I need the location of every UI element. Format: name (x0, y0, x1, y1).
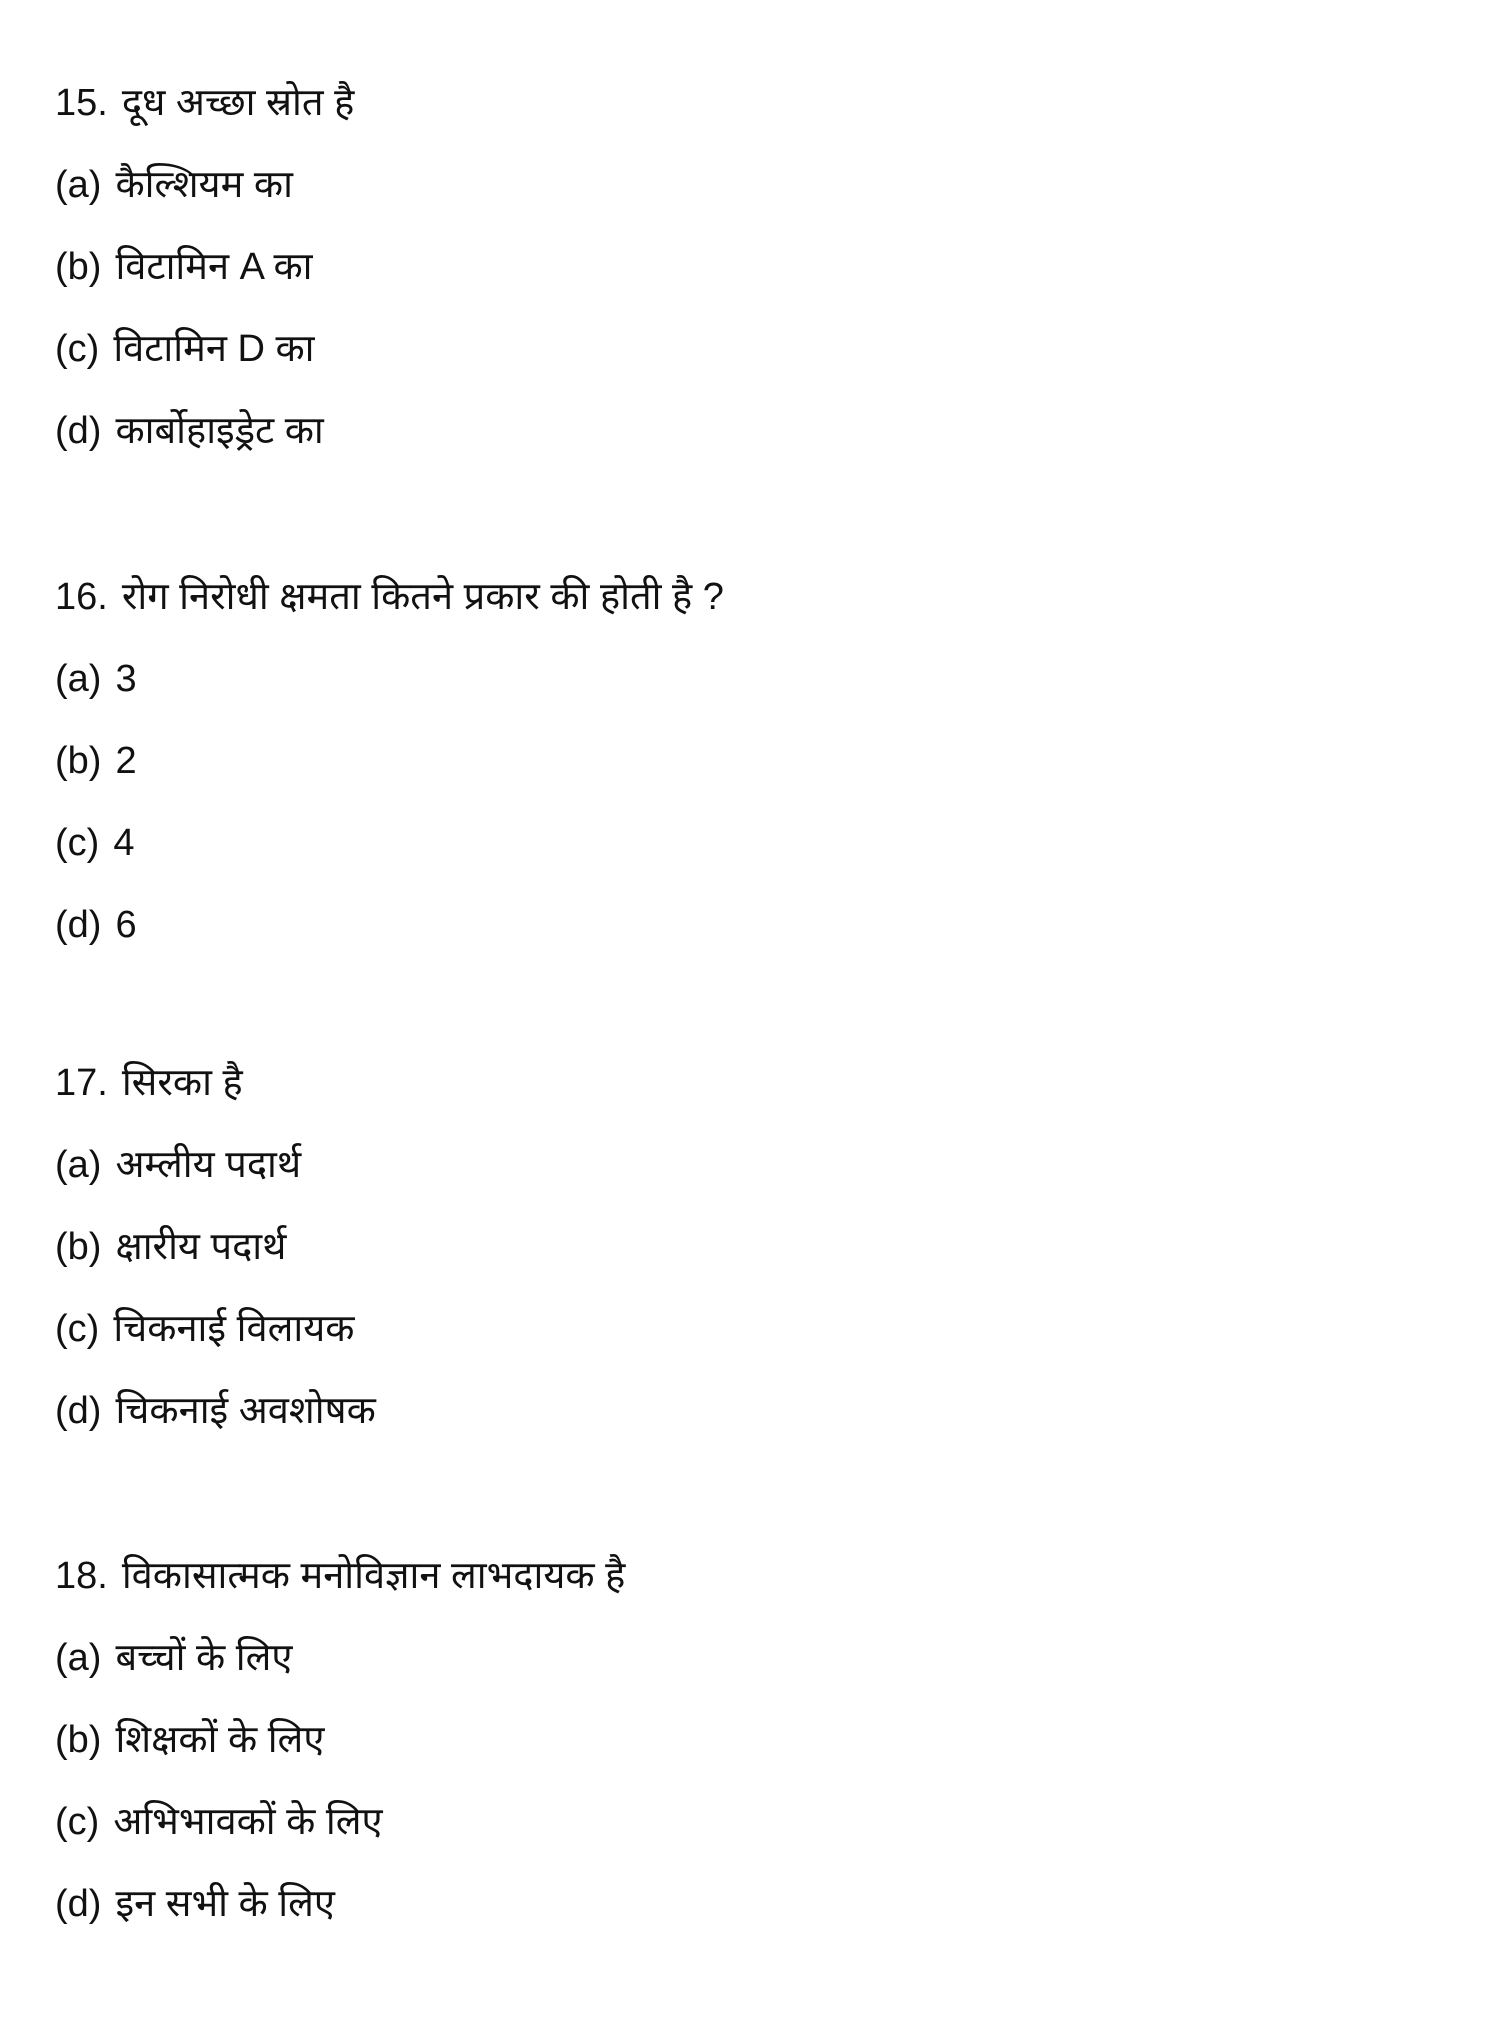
option-b (55, 226, 368, 308)
option-b (55, 1699, 639, 1781)
option-text: शिक्षकों के लिए (115, 1719, 325, 1761)
option-text: कैल्शियम का (115, 164, 293, 206)
option-a (55, 1124, 390, 1206)
option-label: (b) (55, 1226, 102, 1268)
option-label: (d) (55, 1390, 102, 1432)
question-16 (55, 556, 738, 966)
question-text: रोग निरोधी क्षमता कितने प्रकार की होती है ? (121, 576, 724, 618)
option-c (55, 1781, 639, 1863)
question-stem (55, 62, 368, 144)
option-label: (d) (55, 1883, 102, 1925)
option-text: बच्चों के लिए (115, 1637, 293, 1679)
question-stem (55, 556, 738, 638)
option-text: विटामिन D का (113, 328, 315, 370)
option-text: 3 (115, 658, 137, 700)
option-text: क्षारीय पदार्थ (115, 1226, 287, 1268)
option-text: अम्लीय पदार्थ (115, 1144, 302, 1186)
option-d (55, 1863, 639, 1945)
question-15 (55, 62, 368, 472)
option-label: (d) (55, 904, 102, 946)
option-c (55, 802, 738, 884)
option-text: 2 (115, 740, 137, 782)
question-number: 15. (55, 82, 108, 124)
option-label: (a) (55, 1144, 102, 1186)
option-label: (a) (55, 164, 102, 206)
question-17 (55, 1042, 390, 1452)
option-text: विटामिन A का (115, 246, 313, 288)
option-text: चिकनाई अवशोषक (115, 1390, 376, 1432)
option-d (55, 390, 368, 472)
question-text: विकासात्मक मनोविज्ञान लाभदायक है (121, 1555, 626, 1597)
option-text: 6 (115, 904, 137, 946)
option-text: इन सभी के लिए (115, 1883, 335, 1925)
option-d (55, 1370, 390, 1452)
option-d (55, 884, 738, 966)
option-a (55, 144, 368, 226)
option-label: (c) (55, 822, 100, 864)
option-c (55, 1288, 390, 1370)
option-a (55, 638, 738, 720)
option-label: (b) (55, 1719, 102, 1761)
option-text: चिकनाई विलायक (113, 1308, 355, 1350)
option-text: 4 (113, 822, 135, 864)
question-text: सिरका है (121, 1062, 243, 1104)
option-label: (d) (55, 410, 102, 452)
question-number: 17. (55, 1062, 108, 1104)
option-b (55, 1206, 390, 1288)
option-label: (b) (55, 246, 102, 288)
option-text: कार्बोहाइड्रेट का (115, 410, 324, 452)
option-c (55, 308, 368, 390)
option-text: अभिभावकों के लिए (113, 1801, 383, 1843)
option-label: (c) (55, 328, 100, 370)
option-label: (a) (55, 658, 102, 700)
question-number: 16. (55, 576, 108, 618)
question-number: 18. (55, 1555, 108, 1597)
question-stem (55, 1042, 390, 1124)
option-b (55, 720, 738, 802)
option-label: (c) (55, 1801, 100, 1843)
question-text: दूध अच्छा स्रोत है (121, 82, 355, 124)
option-label: (a) (55, 1637, 102, 1679)
option-label: (b) (55, 740, 102, 782)
option-label: (c) (55, 1308, 100, 1350)
option-a (55, 1617, 639, 1699)
question-18 (55, 1535, 639, 1945)
question-stem (55, 1535, 639, 1617)
